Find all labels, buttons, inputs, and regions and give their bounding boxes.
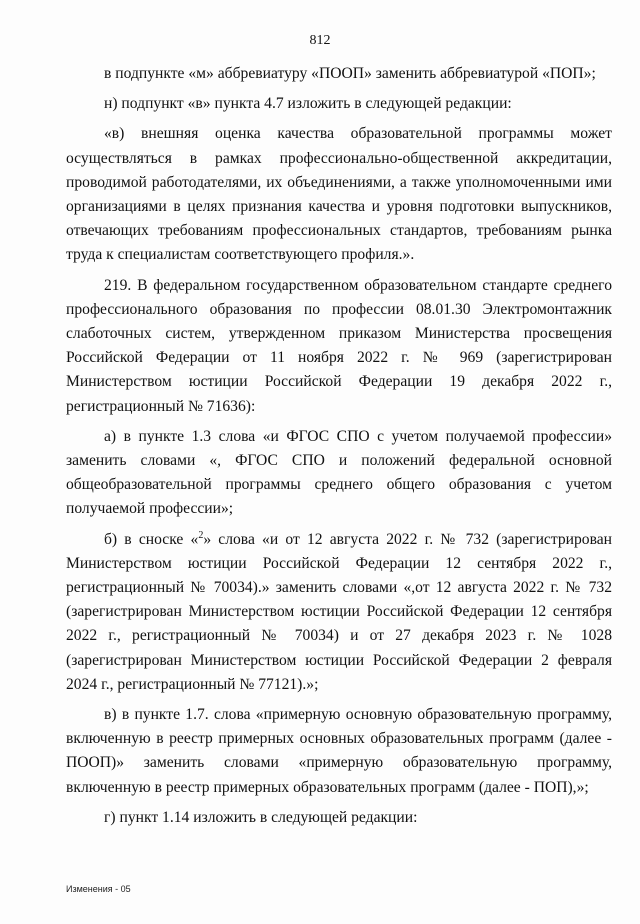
footer-revision-label: Изменения - 05 (66, 884, 131, 894)
paragraph-subitem-g: г) пункт 1.14 изложить в следующей редакции: (104, 808, 418, 826)
footnote-reference: 2 (198, 529, 204, 541)
paragraph-abbreviation-replacement: в подпункте «м» аббревиатуру «ПООП» заменить аббревиатурой «ПОП»; (104, 65, 596, 82)
document-body (66, 62, 612, 836)
paragraph-subitem-v: в) в пункте 1.7. слова «примерную основную образовательную программу, включенную в реестр примерных основных образовательных программ (далее - ПООП)» заменить словами «примерную образовательную программу, включенную в реестр примерных образовательных программ (далее - ПОП),»; (66, 706, 612, 796)
subitem-b-text-start: б) в сноске « (104, 530, 199, 548)
subitem-b-text-end: » слова «и от 12 августа 2022 г. № 732 (зарегистрирован Министерством юстиции Российской Федерации 12 сентября 2022 г., регистрационный № 70034).» заменить словами «,от 12 августа 2022 г. № 732 (зарегистрирован Министерством юстиции Российской Федерации 12 сентября 2022 г., регистрационный № 70034) и от 27 декабря 2023 г. № 1028 (зарегистрирован Министерством юстиции Российской Федерации 2 февраля 2024 г., регистрационный № 77121).»; (66, 530, 613, 693)
paragraph-quoted-assessment: «в) внешняя оценка качества образовательной программы может осуществляться в рамках профессионально-общественной аккредитации, проводимой работодателями, их объединениями, а также уполномоченными ими организациями в целях признания качества и уровня подготовки выпускников, отвечающих требованиям профессиональных стандартов, требованиям рынка труда к специалистам соответствующего профиля.». (66, 125, 612, 264)
paragraph-subitem-n: н) подпункт «в» пункта 4.7 изложить в следующей редакции: (104, 95, 512, 113)
page-number: 812 (309, 33, 331, 48)
paragraph-item-219: 219. В федеральном государственном образовательном стандарте среднего профессионального образования по профессии 08.01.30 Электромонтажник слаботочных систем, утвержденном приказом Министерства просвещения Российской Федерации от 11 ноября 2022 г. № 969 (зарегистрирован Министерством юстиции Российской Федерации 19 декабря 2022 г., регистрационный № 71636): (66, 276, 612, 415)
paragraph-subitem-b (66, 528, 612, 697)
paragraph-subitem-a: а) в пункте 1.3 слова «и ФГОС СПО с учетом получаемой профессии» заменить словами «, ФГОС СПО и положений федеральной основной общеобразовательной программы среднего общего образования с учетом получаемой профессии»; (66, 427, 612, 518)
